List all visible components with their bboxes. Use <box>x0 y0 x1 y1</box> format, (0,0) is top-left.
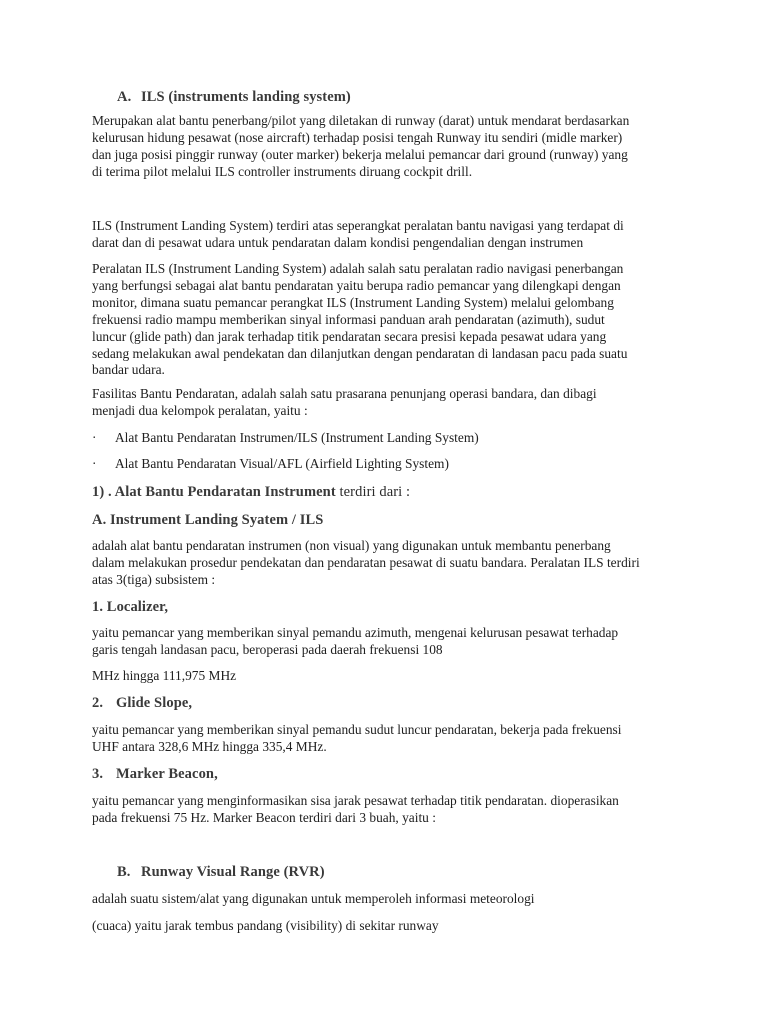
paragraph-glide-slope: yaitu pemancar yang memberikan sinyal pemandu sudut luncur pendaratan, bekerja pada frekuensi UHF antara 328,6 MHz hingga 335,4 MHz. <box>92 722 622 754</box>
heading-rvr: B. Runway Visual Range (RVR) <box>117 864 325 880</box>
heading-localizer: 1. Localizer, <box>92 599 169 615</box>
paragraph-landing-facilities: Fasilitas Bantu Pendaratan, adalah salah satu prasarana penunjang operasi bandara, dan dibagi menjadi dua kelompok peralatan, yaitu : <box>92 386 597 418</box>
heading-marker-beacon: 3. Marker Beacon, <box>92 766 218 782</box>
heading-instrument-aids: 1) . Alat Bantu Pendaratan Instrument terdiri dari : <box>92 484 411 500</box>
paragraph-ils-equipment: Peralatan ILS (Instrument Landing System) adalah salah satu peralatan radio navigasi penerbangan yang berfungsi sebagai alat bantu pendaratan yaitu berupa radio pemancar yang dilengkapi dengan monitor, dimana suatu pemancar perangkat ILS (Instrument Landing System) melalui gelombang frekuensi radio mampu memberikan sinyal informasi panduan arah pendaratan (azimuth), sudut luncur (glide path) dan jarak terhadap titik pendaratan secara presisi kepada pesawat udara yang sedang melakukan awal pendekatan dan dilanjutkan dengan pendaratan di landasan pacu pada suatu bandar udara. <box>92 261 628 378</box>
paragraph-localizer-frequency: MHz hingga 111,975 MHz <box>92 668 237 683</box>
list-item: · Alat Bantu Pendaratan Instrumen/ILS (Instrument Landing System) <box>92 430 479 445</box>
paragraph-marker-beacon: yaitu pemancar yang menginformasikan sisa jarak pesawat terhadap titik pendaratan. dioperasikan pada frekuensi 75 Hz. Marker Beacon terdiri dari 3 buah, yaitu : <box>92 793 619 825</box>
heading-ils-system: A. Instrument Landing Syatem / ILS <box>92 512 324 528</box>
paragraph-ils-components: ILS (Instrument Landing System) terdiri atas seperangkat peralatan bantu navigasi yang terdapat di darat dan di pesawat udara untuk pendaratan dalam kondisi pengendalian dengan instrumen <box>92 218 624 250</box>
heading-glide-slope: 2. Glide Slope, <box>92 695 193 711</box>
list-item: · Alat Bantu Pendaratan Visual/AFL (Airfield Lighting System) <box>92 456 449 471</box>
paragraph-rvr-visibility: (cuaca) yaitu jarak tembus pandang (visibility) di sekitar runway <box>92 918 439 933</box>
paragraph-rvr: adalah suatu sistem/alat yang digunakan untuk memperoleh informasi meteorologi <box>92 891 535 906</box>
heading-ils: A. ILS (instruments landing system) <box>117 89 351 105</box>
paragraph-ils-definition: Merupakan alat bantu penerbang/pilot yang diletakan di runway (darat) untuk mendarat berdasarkan kelurusan hidung pesawat (nose aircraft) terhadap posisi tengah Runway itu sendiri (midle marker) dan juga posisi pinggir runway (outer marker) bekerja melalui pemancar dari ground (runway) yang di terima pilot melalui ILS controller instruments diruang cockpit drill. <box>92 113 630 179</box>
paragraph-localizer: yaitu pemancar yang memberikan sinyal pemandu azimuth, mengenai kelurusan pesawat terhadap garis tengah landasan pacu, beroperasi pada daerah frekuensi 108 <box>92 625 619 657</box>
paragraph-ils-subsystems: adalah alat bantu pendaratan instrumen (non visual) yang digunakan untuk membantu penerbang dalam melakukan prosedur pendekatan dan pendaratan pesawat di suatu bandara. Peralatan ILS terdiri atas 3(tiga) subsistem : <box>92 538 640 587</box>
